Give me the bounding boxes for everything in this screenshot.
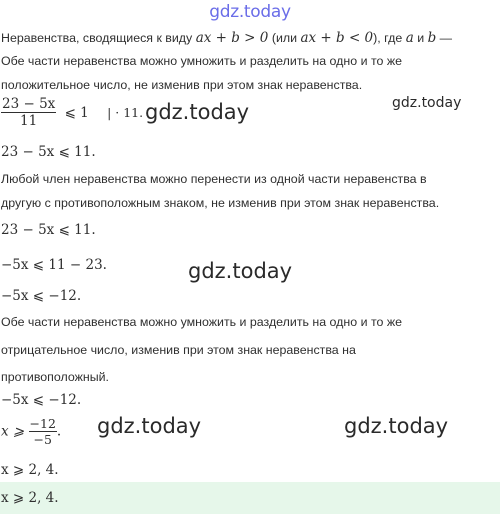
var-a: a <box>405 30 414 46</box>
watermark: gdz.today <box>392 95 462 111</box>
rule-1-line-2: положительное число, не изменив при этом знак неравенства. <box>1 78 363 92</box>
step-7-denominator: −5 <box>33 432 52 447</box>
site-logo: gdz.today <box>209 2 291 22</box>
answer-box <box>0 482 500 514</box>
answer: x ⩾ 2, 4. <box>1 490 59 506</box>
step-2: 23 − 5x ⩽ 11. <box>1 144 96 160</box>
step-7-fraction <box>29 416 57 447</box>
fraction-numerator: 23 − 5x <box>2 96 56 112</box>
watermark: gdz.today <box>145 100 250 124</box>
rule-2-line-1: Любой член неравенства можно перенести из одной части неравенства в <box>1 172 427 186</box>
formula-negative: ax + b < 0 <box>300 30 374 46</box>
rule-3-line-1: Обе части неравенства можно умножить и разделить на одно и то же <box>1 315 403 329</box>
intro-dash: — <box>436 31 453 45</box>
step-3: 23 − 5x ⩽ 11. <box>1 222 96 238</box>
fraction-denominator: 11 <box>20 113 38 129</box>
step-7-numerator: −12 <box>29 416 56 431</box>
watermark: gdz.today <box>344 414 449 438</box>
step-6: −5x ⩽ −12. <box>1 392 82 408</box>
intro-text-and: и <box>413 31 428 45</box>
step-8: x ⩾ 2, 4. <box>1 462 59 478</box>
step-5: −5x ⩽ −12. <box>1 288 82 304</box>
step-fraction <box>1 96 143 129</box>
intro-text-where: ), где <box>373 31 406 45</box>
watermark: gdz.today <box>97 414 202 438</box>
fraction-expression <box>1 96 56 129</box>
rule-1-line-1: Обе части неравенства можно умножить и разделить на одно и то же <box>1 54 403 68</box>
watermark: gdz.today <box>188 259 293 283</box>
var-b: b <box>427 30 437 46</box>
rule-3-line-3: противоположный. <box>1 370 110 384</box>
rule-2-line-2: другую с противоположным знаком, не изменив при этом знак неравенства. <box>1 196 440 210</box>
step-7 <box>1 416 61 447</box>
rule-3-line-2: отрицательное число, изменив при этом знак неравенства на <box>1 343 356 357</box>
step-4: −5x ⩽ 11 − 23. <box>1 257 107 273</box>
intro-text-or: (или <box>268 31 301 45</box>
step-7-period: . <box>56 423 62 440</box>
step-7-lhs: x ⩾ <box>1 423 25 440</box>
intro-line-1 <box>1 30 452 46</box>
multiplier: | · 11. <box>107 105 144 120</box>
inequality-rel: ⩽ 1 <box>64 104 89 121</box>
formula-positive: ax + b > 0 <box>195 30 269 46</box>
intro-text: Неравенства, сводящиеся к виду <box>1 31 196 45</box>
